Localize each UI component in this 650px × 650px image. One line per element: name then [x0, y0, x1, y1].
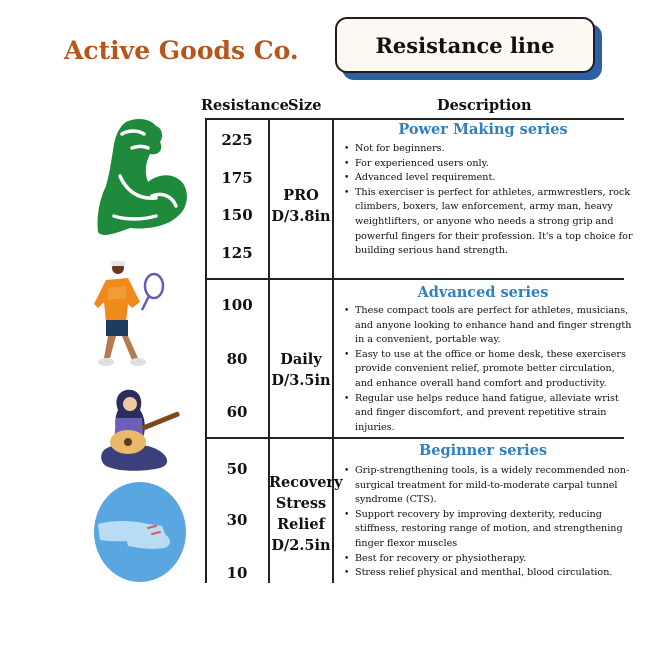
size-diameter: D/3.8in: [271, 208, 331, 226]
flexed-arm-icon: [92, 116, 192, 244]
description-list: [343, 142, 635, 259]
size-name: PRO: [283, 187, 319, 204]
size-cell: [269, 349, 333, 391]
resistance-value: 150: [221, 206, 253, 224]
tennis-player-icon: [96, 258, 172, 386]
resistance-value: 225: [221, 131, 253, 149]
size-diameter: D/3.5in: [271, 372, 331, 390]
size-label: Relief: [277, 516, 325, 534]
series-title: Beginner series: [418, 442, 548, 459]
header-size: Size: [288, 97, 322, 114]
description-item: • This exerciser is perfect for athletes, armwrestlers, rock climbers, boxers, law enforcement, army man, heavy weightlifters, or anyone who needs a strong grip and powerful fingers for their profession. It's a top choice for building serious hand strength.: [355, 186, 635, 259]
resistance-value: 10: [226, 564, 248, 582]
size-cell: [269, 185, 333, 227]
resistance-value: 80: [226, 350, 248, 368]
description-item: • Support recovery by improving dexterity, reducing stiffness, restoring range of motion, and strengthening finger flexor muscles: [355, 508, 635, 552]
description-item: • Regular use helps reduce hand fatigue, alleviate wrist and finger discomfort, and prevent repetitive strain injuries.: [355, 392, 635, 436]
resistance-value: 125: [221, 244, 253, 262]
size-diameter: D/2.5in: [271, 537, 331, 555]
resistance-value: 60: [226, 403, 248, 421]
description-item: • Grip-strengthening tools, is a widely recommended non-surgical treatment for mild-to-moderate carpal tunnel syndrome (CTS).: [355, 464, 635, 508]
size-name: Recovery: [269, 474, 343, 491]
description-item: • These compact tools are perfect for athletes, musicians, and anyone looking to enhance hand and finger strength in a convenient, portable way.: [355, 304, 635, 348]
resistance-value: 30: [226, 511, 248, 529]
size-cell: [269, 472, 343, 556]
resistance-value: 50: [226, 460, 248, 478]
guitar-player-icon: [98, 388, 190, 472]
resistance-value: 100: [221, 296, 253, 314]
brand-name: Active Goods Co.: [64, 36, 299, 65]
size-label: Stress: [275, 495, 327, 513]
description-item: • Advanced level requirement.: [355, 171, 635, 186]
resistance-value: 175: [221, 169, 253, 187]
page-title: Resistance line: [335, 17, 595, 73]
description-item: • Easy to use at the office or home desk, these exercisers provide convenient relief, promote better circulation, and enhance overall hand comfort and productivity.: [355, 348, 635, 392]
header-description: Description: [437, 97, 532, 114]
size-name: Daily: [280, 351, 322, 368]
series-title: Advanced series: [417, 284, 549, 301]
series-title: Power Making series: [398, 121, 568, 138]
description-item: • For experienced users only.: [355, 157, 635, 172]
description-item: • Not for beginners.: [355, 142, 635, 157]
description-item: • Stress relief physical and menthal, blood circulation.: [355, 566, 635, 581]
header-resistance: Resistance: [201, 97, 289, 114]
description-list: [343, 464, 635, 581]
wrist-pain-icon: [92, 480, 188, 584]
description-item: • Best for recovery or physiotherapy.: [355, 552, 635, 567]
description-list: [343, 304, 635, 435]
